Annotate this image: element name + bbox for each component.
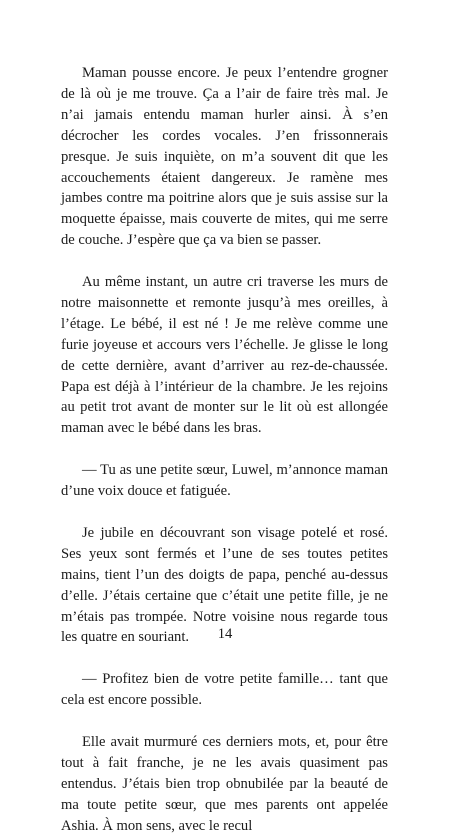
paragraph-6: Elle avait murmuré ces derniers mots, et, pour être tout à fait franche, je ne les avais quasiment pas entendus. J’étais bien trop obnubilée par la beauté de ma toute petite sœur, que mes parents ont appelée Ashia. À mon sens, avec le recul xyxy=(61,733,388,834)
paragraph-3: — Tu as une petite sœur, Luwel, m’annonce maman d’une voix douce et fatiguée. xyxy=(61,462,388,500)
paragraph-2: Au même instant, un autre cri traverse les murs de notre maisonnette et remonte jusqu’à mes oreilles, à l’étage. Le bébé, il est né ! Je me relève comme une furie joyeuse et accours vers l’échelle. Je glisse le long de cette dernière, avant d’arriver au rez-de-chaussée. Papa est déjà à l’intérieur de la chambre. Je les rejoins au petit trot avant de monter sur le lit où est allongée maman avec le bébé dans les bras. xyxy=(61,274,388,437)
paragraph-4: Je jubile en découvrant son visage potelé et rosé. Ses yeux sont fermés et l’une de ses toutes petites mains, tient l’un des doigts de papa, penché au-dessus d’elle. J’étais certaine que c’était une petite fille, je ne m’étais pas trompée. Notre voisine nous regarde tous les quatre en souriant. xyxy=(61,524,388,646)
page-number: 14 xyxy=(217,626,233,642)
page-body-text xyxy=(61,63,388,836)
paragraph-1: Maman pousse encore. Je peux l’entendre grogner de là où je me trouve. Ça a l’air de faire très mal. Je n’ai jamais entendu maman hurler ainsi. À s’en décrocher les cordes vocales. J’en frissonnerais presque. Je suis inquiète, on m’a souvent dit que les accouchements étaient dangereux. Je ramène mes jambes contre ma poitrine alors que je suis assise sur la moquette épaisse, mais couverte de mites, qui me serre de couche. J’espère que ça va bien se passer. xyxy=(61,65,388,249)
paragraph-5: — Profitez bien de votre petite famille… tant que cela est encore possible. xyxy=(61,671,388,709)
